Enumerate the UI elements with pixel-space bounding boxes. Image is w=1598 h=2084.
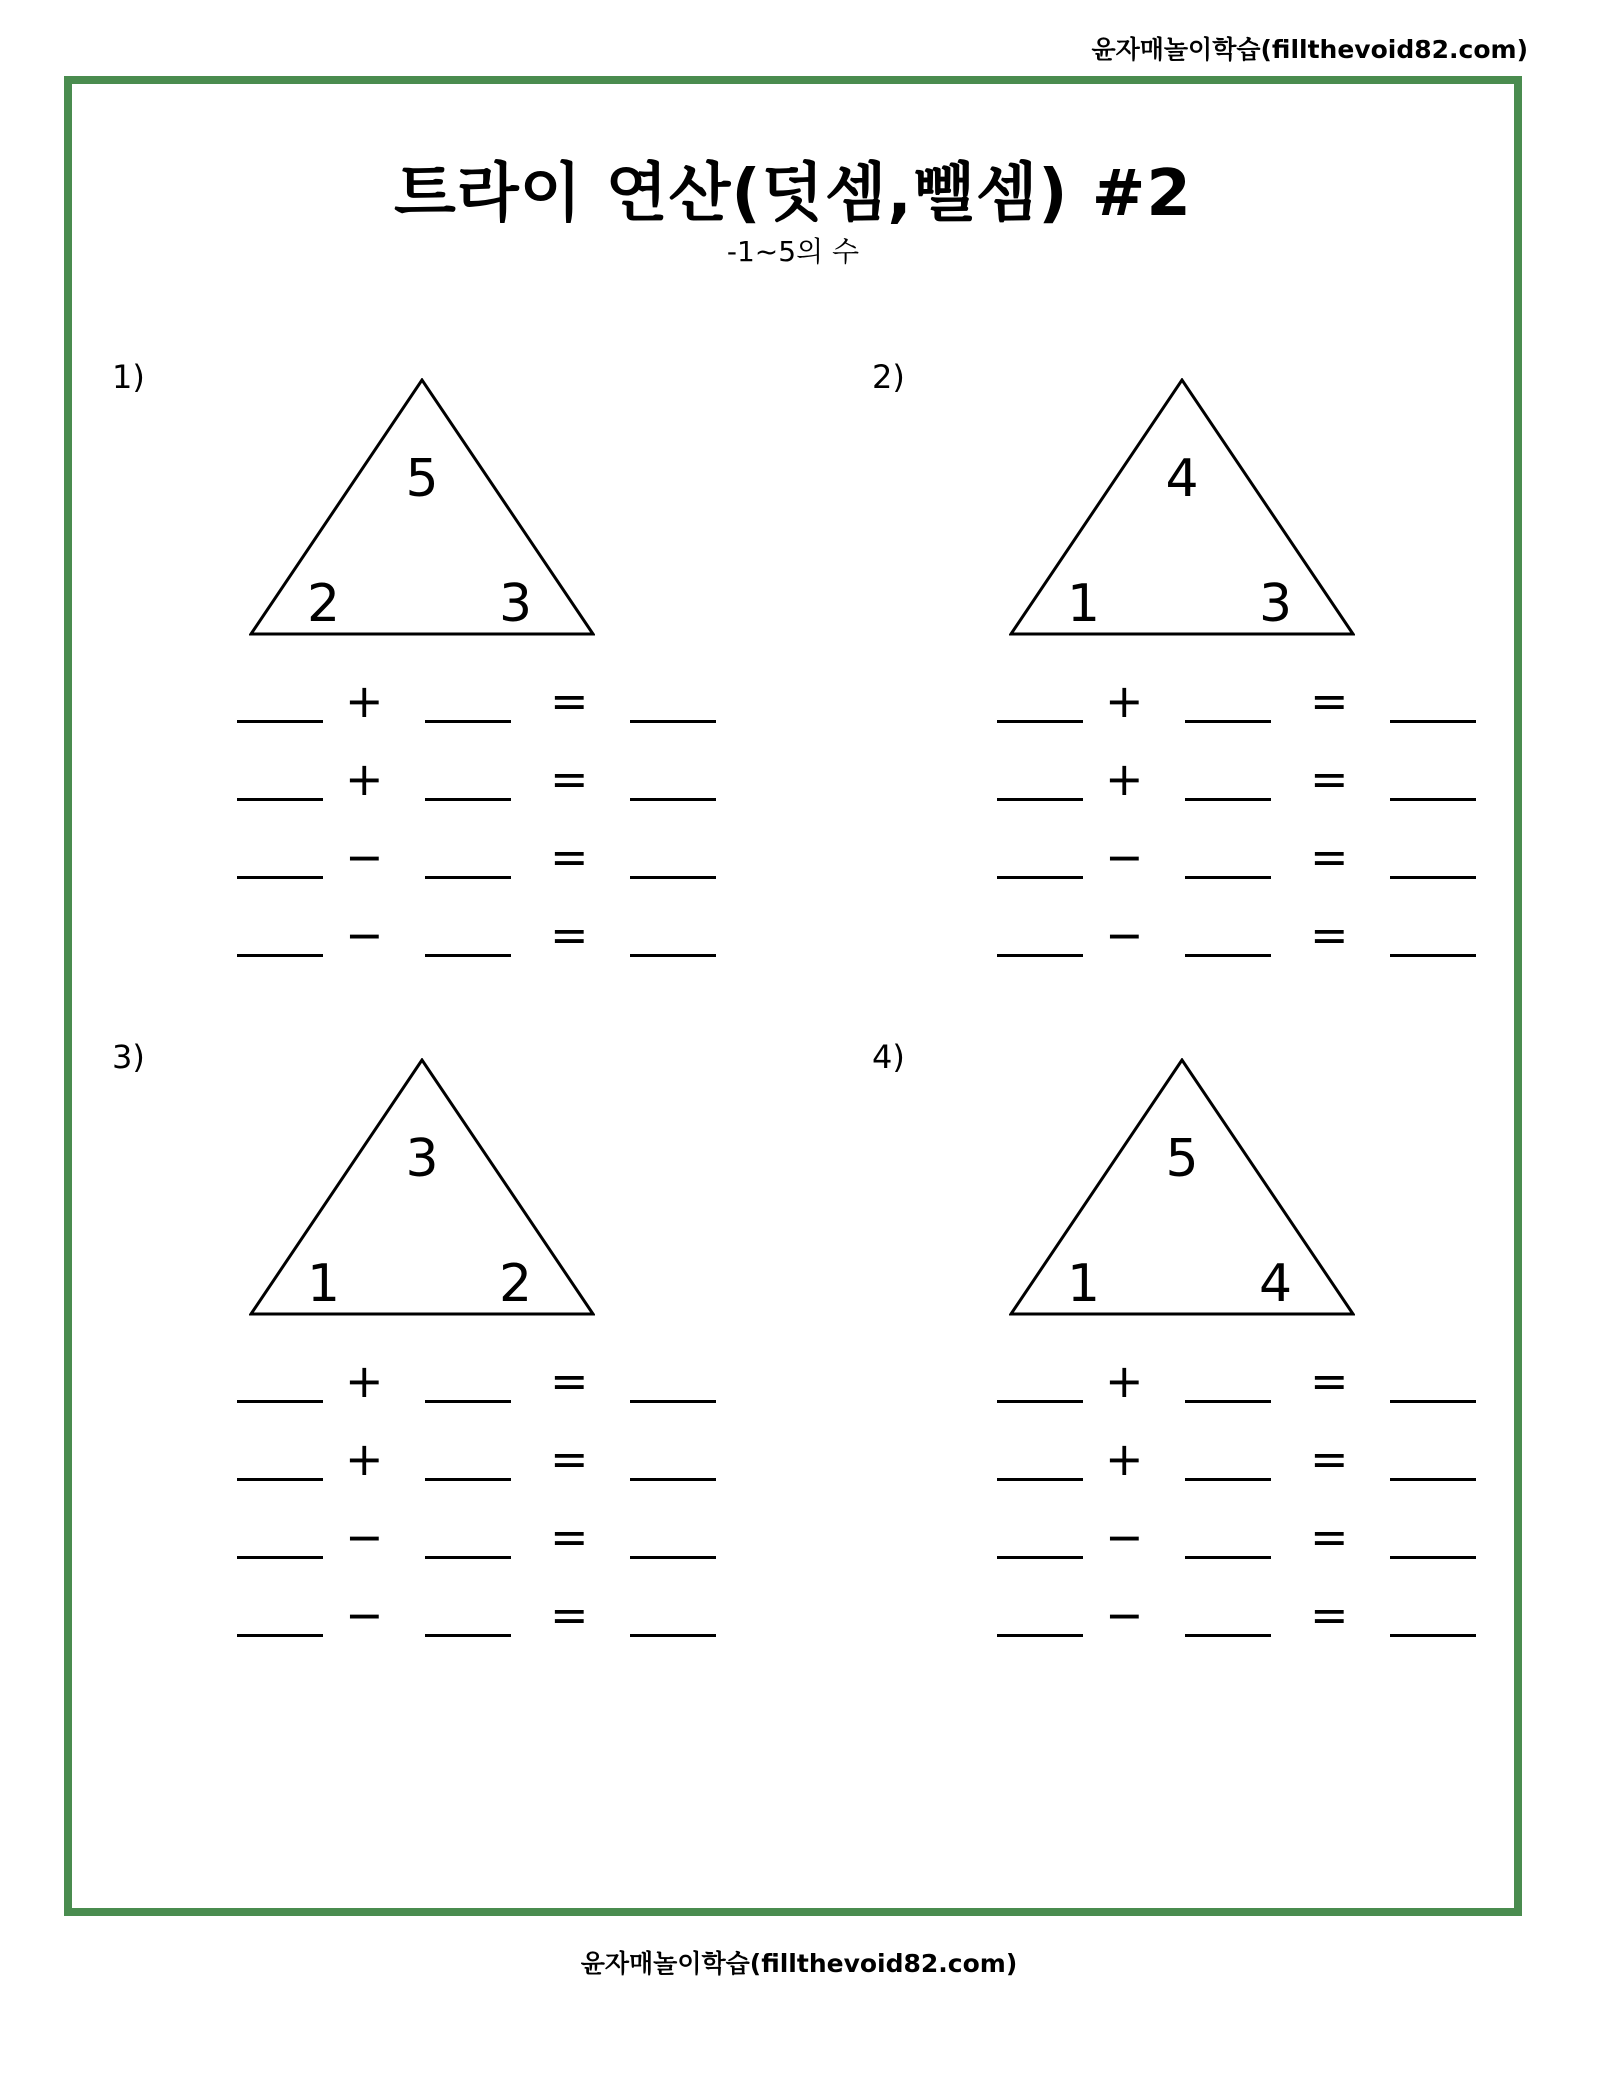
answer-blank[interactable] bbox=[237, 954, 323, 957]
answer-blank[interactable] bbox=[997, 798, 1083, 801]
equals-sign: = bbox=[550, 1432, 589, 1486]
answer-blank[interactable] bbox=[237, 1478, 323, 1481]
triangle-top-number: 5 bbox=[1165, 1129, 1199, 1189]
minus-sign: − bbox=[1105, 1588, 1144, 1642]
answer-blank[interactable] bbox=[997, 954, 1083, 957]
answer-blank[interactable] bbox=[1390, 798, 1476, 801]
site-header: 윤자매놀이학습(fillthevoid82.com) bbox=[1091, 35, 1528, 64]
triangle-right-number: 3 bbox=[499, 574, 533, 634]
answer-blank[interactable] bbox=[997, 876, 1083, 879]
answer-blank[interactable] bbox=[237, 1556, 323, 1559]
equals-sign: = bbox=[550, 1354, 589, 1408]
plus-sign: + bbox=[1105, 752, 1144, 806]
problem-4 bbox=[872, 1038, 1572, 1658]
answer-blank[interactable] bbox=[1390, 1400, 1476, 1403]
problem-number: 4) bbox=[872, 1038, 905, 1076]
answer-blank[interactable] bbox=[1185, 720, 1271, 723]
problem-number: 3) bbox=[112, 1038, 145, 1076]
equation-row bbox=[237, 674, 717, 756]
answer-blank[interactable] bbox=[1390, 876, 1476, 879]
problem-number: 2) bbox=[872, 358, 905, 396]
equals-sign: = bbox=[1310, 1432, 1349, 1486]
answer-blank[interactable] bbox=[630, 1478, 716, 1481]
equation-row bbox=[237, 1510, 717, 1592]
equation-list bbox=[237, 1354, 717, 1670]
minus-sign: − bbox=[1105, 908, 1144, 962]
answer-blank[interactable] bbox=[997, 1400, 1083, 1403]
triangle-right-number: 3 bbox=[1259, 574, 1293, 634]
problem-1 bbox=[112, 358, 812, 978]
answer-blank[interactable] bbox=[1390, 1634, 1476, 1637]
equals-sign: = bbox=[550, 908, 589, 962]
answer-blank[interactable] bbox=[425, 798, 511, 801]
answer-blank[interactable] bbox=[1185, 954, 1271, 957]
worksheet-title: 트라이 연산(덧셈,뺄셈) #2 bbox=[394, 157, 1192, 231]
number-triangle bbox=[1009, 1058, 1355, 1318]
equals-sign: = bbox=[550, 830, 589, 884]
minus-sign: − bbox=[345, 1588, 384, 1642]
problem-number: 1) bbox=[112, 358, 145, 396]
equals-sign: = bbox=[1310, 830, 1349, 884]
answer-blank[interactable] bbox=[630, 954, 716, 957]
equals-sign: = bbox=[550, 752, 589, 806]
answer-blank[interactable] bbox=[425, 1634, 511, 1637]
answer-blank[interactable] bbox=[1185, 876, 1271, 879]
answer-blank[interactable] bbox=[997, 1634, 1083, 1637]
triangle-top-number: 5 bbox=[405, 449, 439, 509]
answer-blank[interactable] bbox=[630, 798, 716, 801]
triangle-left-number: 1 bbox=[1067, 1254, 1101, 1314]
equation-row bbox=[237, 1588, 717, 1670]
number-triangle bbox=[249, 1058, 595, 1318]
answer-blank[interactable] bbox=[1185, 1478, 1271, 1481]
worksheet-frame bbox=[64, 76, 1522, 1916]
answer-blank[interactable] bbox=[1185, 1556, 1271, 1559]
equation-list bbox=[997, 674, 1477, 990]
problem-3 bbox=[112, 1038, 812, 1658]
equals-sign: = bbox=[1310, 1510, 1349, 1564]
answer-blank[interactable] bbox=[1390, 954, 1476, 957]
equation-list bbox=[237, 674, 717, 990]
plus-sign: + bbox=[1105, 1354, 1144, 1408]
equation-row bbox=[997, 1510, 1477, 1592]
equals-sign: = bbox=[1310, 752, 1349, 806]
plus-sign: + bbox=[345, 674, 384, 728]
answer-blank[interactable] bbox=[425, 876, 511, 879]
answer-blank[interactable] bbox=[237, 720, 323, 723]
minus-sign: − bbox=[345, 1510, 384, 1564]
equals-sign: = bbox=[1310, 1588, 1349, 1642]
minus-sign: − bbox=[345, 830, 384, 884]
equals-sign: = bbox=[550, 1510, 589, 1564]
answer-blank[interactable] bbox=[997, 720, 1083, 723]
equation-row bbox=[997, 752, 1477, 834]
plus-sign: + bbox=[345, 1354, 384, 1408]
answer-blank[interactable] bbox=[1185, 1634, 1271, 1637]
answer-blank[interactable] bbox=[1185, 1400, 1271, 1403]
equation-row bbox=[997, 1588, 1477, 1670]
equation-row bbox=[237, 1354, 717, 1436]
equals-sign: = bbox=[1310, 908, 1349, 962]
answer-blank[interactable] bbox=[425, 720, 511, 723]
site-footer: 윤자매놀이학습(fillthevoid82.com) bbox=[580, 1949, 1018, 1978]
plus-sign: + bbox=[1105, 1432, 1144, 1486]
triangle-right-number: 2 bbox=[499, 1254, 533, 1314]
triangle-left-number: 2 bbox=[307, 574, 341, 634]
equation-row bbox=[237, 908, 717, 990]
triangle-right-number: 4 bbox=[1259, 1254, 1293, 1314]
answer-blank[interactable] bbox=[1390, 1556, 1476, 1559]
triangle-left-number: 1 bbox=[307, 1254, 341, 1314]
equation-row bbox=[237, 1432, 717, 1514]
equals-sign: = bbox=[1310, 1354, 1349, 1408]
plus-sign: + bbox=[345, 1432, 384, 1486]
answer-blank[interactable] bbox=[630, 1634, 716, 1637]
equation-row bbox=[237, 752, 717, 834]
triangle-left-number: 1 bbox=[1067, 574, 1101, 634]
answer-blank[interactable] bbox=[425, 954, 511, 957]
equation-list bbox=[997, 1354, 1477, 1670]
answer-blank[interactable] bbox=[997, 1556, 1083, 1559]
number-triangle bbox=[1009, 378, 1355, 638]
minus-sign: − bbox=[1105, 830, 1144, 884]
answer-blank[interactable] bbox=[425, 1478, 511, 1481]
triangle-top-number: 3 bbox=[405, 1129, 439, 1189]
equation-row bbox=[237, 830, 717, 912]
answer-blank[interactable] bbox=[630, 720, 716, 723]
equation-row bbox=[997, 674, 1477, 756]
answer-blank[interactable] bbox=[425, 1556, 511, 1559]
minus-sign: − bbox=[1105, 1510, 1144, 1564]
answer-blank[interactable] bbox=[237, 1400, 323, 1403]
plus-sign: + bbox=[1105, 674, 1144, 728]
answer-blank[interactable] bbox=[630, 1400, 716, 1403]
equals-sign: = bbox=[550, 1588, 589, 1642]
number-triangle bbox=[249, 378, 595, 638]
problem-2 bbox=[872, 358, 1572, 978]
equation-row bbox=[997, 1432, 1477, 1514]
answer-blank[interactable] bbox=[237, 876, 323, 879]
answer-blank[interactable] bbox=[997, 1478, 1083, 1481]
equation-row bbox=[997, 830, 1477, 912]
answer-blank[interactable] bbox=[1390, 720, 1476, 723]
equals-sign: = bbox=[1310, 674, 1349, 728]
minus-sign: − bbox=[345, 908, 384, 962]
answer-blank[interactable] bbox=[237, 1634, 323, 1637]
plus-sign: + bbox=[345, 752, 384, 806]
answer-blank[interactable] bbox=[1390, 1478, 1476, 1481]
answer-blank[interactable] bbox=[630, 876, 716, 879]
answer-blank[interactable] bbox=[425, 1400, 511, 1403]
equation-row bbox=[997, 908, 1477, 990]
answer-blank[interactable] bbox=[630, 1556, 716, 1559]
answer-blank[interactable] bbox=[1185, 798, 1271, 801]
equals-sign: = bbox=[550, 674, 589, 728]
worksheet-subtitle: -1~5의 수 bbox=[726, 235, 860, 268]
answer-blank[interactable] bbox=[237, 798, 323, 801]
equation-row bbox=[997, 1354, 1477, 1436]
triangle-top-number: 4 bbox=[1165, 449, 1199, 509]
